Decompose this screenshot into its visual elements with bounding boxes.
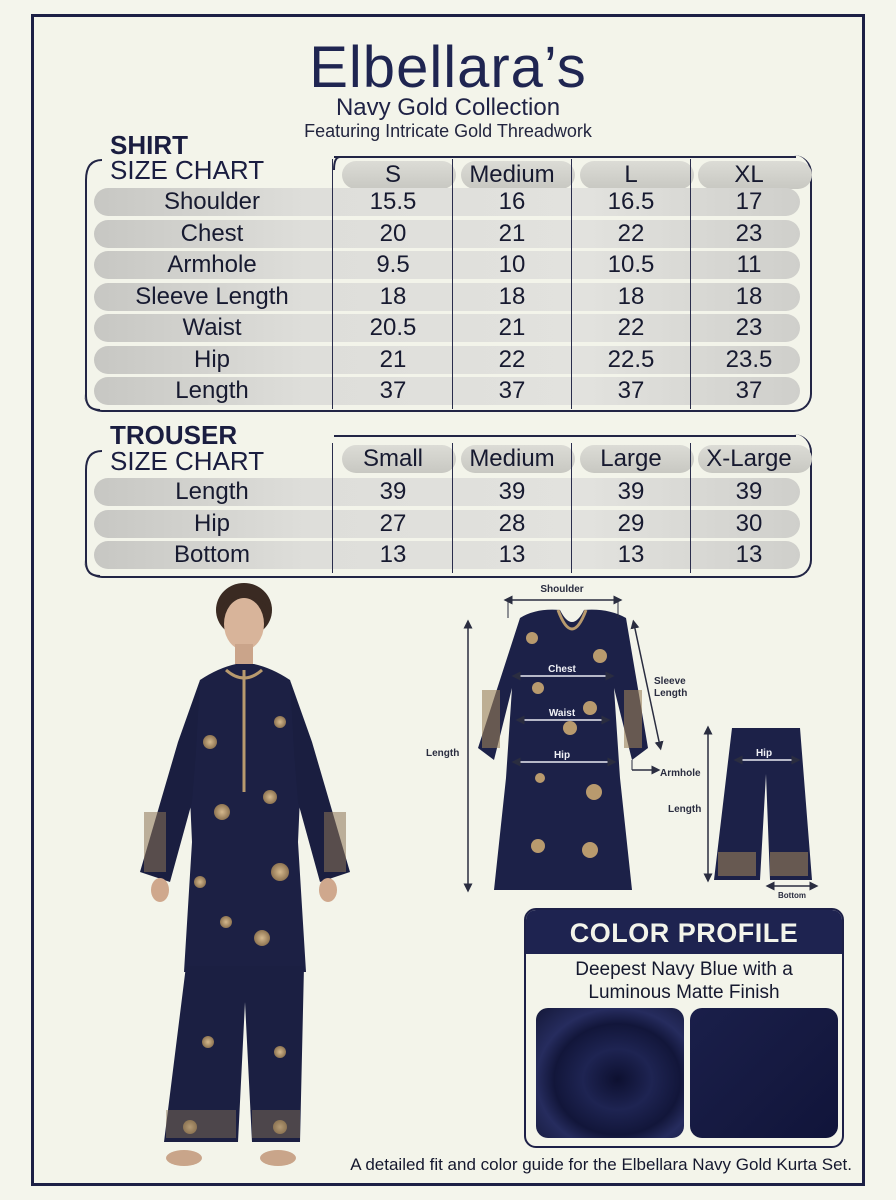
color-profile-line-2: Luminous Matte Finish bbox=[588, 982, 780, 1003]
table-cell: 22 bbox=[617, 314, 645, 341]
row-label: Chest bbox=[180, 219, 244, 247]
table-cell: 37 bbox=[617, 377, 645, 404]
row-label: Hip bbox=[193, 509, 230, 537]
color-profile-line-1: Deepest Navy Blue with a bbox=[575, 959, 793, 980]
size-header: S bbox=[384, 161, 401, 188]
table-cell: 30 bbox=[735, 509, 763, 537]
table-cell: 13 bbox=[498, 541, 526, 568]
table-cell: 18 bbox=[498, 282, 526, 310]
table-cell: 18 bbox=[735, 282, 763, 310]
fabric-swatch-draped bbox=[536, 1008, 684, 1138]
table-cell: 13 bbox=[379, 541, 407, 568]
diagram-sleeve-label-1: Sleeve bbox=[654, 676, 686, 687]
table-cell: 22.5 bbox=[607, 345, 655, 373]
row-label: Sleeve Length bbox=[135, 282, 289, 310]
color-profile-description bbox=[526, 958, 842, 1004]
diagram-chest-label: Chest bbox=[548, 664, 576, 675]
row-label: Length bbox=[175, 377, 249, 404]
table-cell: 23 bbox=[735, 219, 763, 247]
table-cell: 37 bbox=[498, 377, 526, 404]
diagram-length-label: Length bbox=[426, 748, 460, 759]
color-profile-panel bbox=[524, 908, 844, 1148]
size-header: Medium bbox=[469, 161, 555, 188]
size-header: Small bbox=[362, 445, 423, 472]
diagram-shoulder-label: Shoulder bbox=[540, 584, 584, 595]
row-label: Length bbox=[175, 478, 249, 505]
trouser-subtitle: SIZE CHART bbox=[110, 446, 265, 476]
trouser-title: TROUSER bbox=[110, 420, 238, 450]
diagram-trouser-bottom-label: Bottom bbox=[778, 891, 806, 900]
row-label: Hip bbox=[193, 345, 230, 373]
diagram-waist-label: Waist bbox=[548, 708, 576, 719]
table-cell: 39 bbox=[617, 478, 645, 505]
diagram-trouser-hip-label: Hip bbox=[755, 748, 773, 759]
size-header: X-Large bbox=[706, 445, 792, 472]
model-photo bbox=[130, 582, 360, 1178]
table-cell: 20.5 bbox=[369, 314, 417, 341]
collection-subtitle: Navy Gold Collection bbox=[335, 94, 561, 121]
table-cell: 10.5 bbox=[607, 251, 655, 278]
table-cell: 13 bbox=[617, 541, 645, 568]
shirt-subtitle: SIZE CHART bbox=[110, 155, 265, 185]
diagram-hip-label: Hip bbox=[553, 750, 571, 761]
table-cell: 21 bbox=[379, 345, 407, 373]
size-header: L bbox=[624, 161, 638, 188]
table-cell: 18 bbox=[617, 282, 645, 310]
row-label: Shoulder bbox=[163, 188, 261, 215]
table-cell: 15.5 bbox=[369, 188, 417, 215]
table-cell: 13 bbox=[735, 541, 763, 568]
table-cell: 39 bbox=[498, 478, 526, 505]
row-label: Waist bbox=[182, 314, 242, 341]
measurement-diagram bbox=[420, 578, 840, 908]
table-cell: 39 bbox=[379, 478, 407, 505]
table-cell: 37 bbox=[735, 377, 763, 404]
table-cell: 20 bbox=[379, 219, 407, 247]
color-profile-title: COLOR PROFILE bbox=[526, 910, 842, 954]
table-cell: 29 bbox=[617, 509, 645, 537]
shirt-title: SHIRT bbox=[110, 130, 188, 160]
table-cell: 27 bbox=[379, 509, 407, 537]
table-cell: 21 bbox=[498, 219, 526, 247]
row-label: Armhole bbox=[167, 251, 257, 278]
table-cell: 21 bbox=[498, 314, 526, 341]
diagram-trouser-length-label: Length bbox=[668, 804, 702, 815]
table-cell: 22 bbox=[498, 345, 526, 373]
table-cell: 11 bbox=[736, 251, 762, 278]
table-cell: 23.5 bbox=[725, 345, 773, 373]
table-cell: 10 bbox=[498, 251, 526, 278]
table-cell: 39 bbox=[735, 478, 763, 505]
diagram-armhole-label: Armhole bbox=[660, 768, 701, 779]
table-cell: 28 bbox=[498, 509, 526, 537]
size-header: Medium bbox=[469, 445, 555, 472]
brand-title: Elbellara’s bbox=[309, 35, 587, 100]
table-cell: 9.5 bbox=[376, 251, 410, 278]
size-header: XL bbox=[734, 161, 764, 188]
table-cell: 37 bbox=[379, 377, 407, 404]
row-label: Bottom bbox=[173, 541, 251, 568]
table-cell: 22 bbox=[617, 219, 645, 247]
collection-tagline: Featuring Intricate Gold Threadwork bbox=[304, 121, 592, 141]
footer-caption: A detailed fit and color guide for the Elbellara Navy Gold Kurta Set. bbox=[350, 1155, 852, 1174]
table-cell: 17 bbox=[735, 188, 763, 215]
table-cell: 16 bbox=[498, 188, 526, 215]
fabric-swatch-flat bbox=[690, 1008, 838, 1138]
size-header: Large bbox=[600, 445, 662, 472]
table-cell: 18 bbox=[379, 282, 407, 310]
table-cell: 16.5 bbox=[607, 188, 655, 215]
table-cell: 23 bbox=[735, 314, 763, 341]
diagram-sleeve-label-2: Length bbox=[654, 688, 688, 699]
